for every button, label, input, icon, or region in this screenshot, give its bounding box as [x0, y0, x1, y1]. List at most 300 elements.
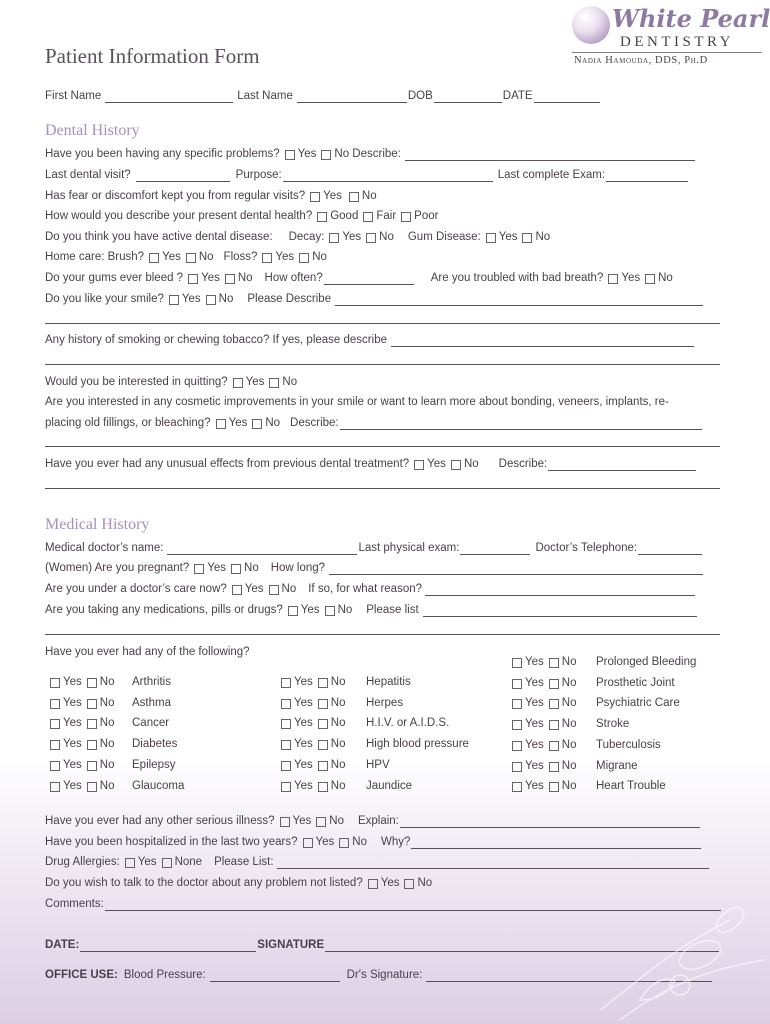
medications-list-field[interactable]	[423, 605, 697, 617]
health-good-checkbox[interactable]	[317, 212, 327, 222]
footer-date-field[interactable]	[80, 940, 256, 952]
yes-label: Yes	[137, 856, 157, 868]
condition-label: H.I.V. or A.I.D.S.	[366, 717, 450, 730]
condition-label: Jaundice	[366, 779, 413, 792]
office-use-label: OFFICE USE:	[45, 969, 118, 981]
condition-no-checkbox[interactable]	[549, 720, 559, 730]
condition-row-col1-0	[50, 675, 171, 689]
no-label: No	[561, 738, 577, 751]
medical-q3-row	[45, 582, 696, 596]
talk-no-checkbox[interactable]	[404, 879, 414, 889]
condition-row-col3-5	[512, 759, 638, 773]
condition-no-checkbox[interactable]	[87, 761, 97, 771]
yes-label: Yes	[294, 738, 313, 751]
no-label: No	[330, 696, 346, 709]
how-often-field[interactable]	[324, 273, 414, 285]
cosmetic-question: Are you interested in any cosmetic improvements in your smile or want to learn more about bonding, veneers, implants, re-	[45, 396, 669, 408]
yes-label: Yes	[300, 604, 320, 616]
dental-q10-row	[45, 375, 297, 389]
condition-label: Diabetes	[132, 738, 178, 751]
yes-label: Yes	[294, 696, 313, 709]
no-label: No	[561, 676, 577, 689]
dental-health-question: How would you describe your present dental health?	[45, 210, 313, 222]
floss-yes-checkbox[interactable]	[262, 253, 272, 263]
dental-q11-row	[45, 395, 669, 409]
condition-yes-checkbox[interactable]	[50, 719, 60, 729]
doctor-name-label: Medical doctor’s name:	[45, 542, 164, 554]
conditions-question: Have you ever had any of the following?	[45, 646, 250, 658]
dob-label: DOB	[407, 90, 433, 102]
how-often-label: How often?	[264, 272, 323, 284]
reason-label: If so, for what reason?	[308, 583, 423, 595]
how-long-field[interactable]	[329, 563, 703, 575]
no-label: No	[312, 251, 327, 263]
yes-label: Yes	[63, 738, 82, 751]
yes-label: Yes	[245, 376, 265, 388]
allergies-yes-checkbox[interactable]	[125, 858, 135, 868]
condition-label: Hepatitis	[366, 676, 411, 688]
condition-row-col2-1	[281, 696, 404, 710]
blood-pressure-field[interactable]	[210, 970, 340, 982]
no-label: No	[330, 676, 346, 688]
header-fields-row	[45, 89, 601, 103]
no-label: No	[561, 697, 577, 710]
condition-no-checkbox[interactable]	[549, 782, 559, 792]
hospital-yes-checkbox[interactable]	[303, 838, 313, 848]
effects-no-checkbox[interactable]	[451, 460, 461, 470]
condition-label: Tuberculosis	[596, 738, 661, 751]
no-label: No	[361, 190, 377, 202]
serious-illness-question: Have you ever had any other serious illness?	[45, 815, 275, 827]
logo-subtitle: DENTISTRY	[620, 34, 734, 50]
yes-label: Yes	[525, 759, 544, 772]
no-label: No	[561, 780, 577, 793]
condition-label: Herpes	[366, 696, 404, 709]
pregnant-question: (Women) Are you pregnant?	[45, 562, 190, 574]
condition-row-col3-2	[512, 696, 680, 710]
dental-q1-row	[45, 147, 696, 161]
condition-yes-checkbox[interactable]	[281, 782, 291, 792]
no-label: No	[99, 676, 115, 688]
condition-yes-checkbox[interactable]	[512, 658, 522, 668]
condition-row-col3-4	[512, 738, 661, 752]
brush-no-checkbox[interactable]	[186, 253, 196, 263]
reason-field[interactable]	[425, 584, 695, 596]
medications-question: Are you taking any medications, pills or drugs?	[45, 604, 283, 616]
yes-label: Yes	[244, 583, 264, 595]
meds-no-checkbox[interactable]	[325, 606, 335, 616]
yes-label: Yes	[294, 758, 313, 771]
breath-no-checkbox[interactable]	[645, 274, 655, 284]
yes-label: Yes	[181, 293, 201, 305]
first-name-field[interactable]	[105, 91, 233, 103]
cosmetic-question-cont: placing old fillings, or bleaching?	[45, 417, 211, 429]
condition-yes-checkbox[interactable]	[512, 720, 522, 730]
no-label: No	[244, 562, 259, 574]
yes-label: Yes	[342, 231, 362, 243]
condition-label: Prolonged Bleeding	[596, 656, 697, 668]
purpose-field[interactable]	[283, 170, 493, 182]
condition-row-col3-6	[512, 779, 666, 793]
dental-q6-row	[45, 250, 327, 264]
effects-describe-field[interactable]	[548, 459, 696, 471]
condition-yes-checkbox[interactable]	[50, 740, 60, 750]
yes-label: Yes	[63, 696, 82, 709]
condition-row-col2-3	[281, 737, 469, 751]
specific-problems-describe-field[interactable]	[405, 149, 695, 161]
fear-yes-checkbox[interactable]	[310, 192, 320, 202]
practice-logo	[572, 4, 770, 68]
cosmetic-no-checkbox[interactable]	[252, 419, 262, 429]
date-label: DATE	[502, 90, 533, 102]
condition-label: Arthritis	[132, 676, 171, 688]
condition-no-checkbox[interactable]	[87, 699, 97, 709]
condition-label: Epilepsy	[132, 758, 176, 771]
condition-label: Prosthetic Joint	[596, 676, 675, 689]
smile-no-checkbox[interactable]	[206, 295, 216, 305]
why-field[interactable]	[411, 837, 701, 849]
yes-label: Yes	[380, 877, 400, 889]
effects-yes-checkbox[interactable]	[414, 460, 424, 470]
condition-no-checkbox[interactable]	[318, 699, 328, 709]
tobacco-question: Any history of smoking or chewing tobacco? If yes, please describe	[45, 334, 387, 346]
yes-label: Yes	[275, 251, 295, 263]
condition-row-col2-0	[281, 675, 411, 689]
explain-label: Explain:	[357, 815, 399, 827]
serious-illness-row	[45, 814, 701, 828]
medical-history-heading: Medical History	[45, 516, 150, 533]
yes-label: Yes	[525, 718, 544, 731]
condition-no-checkbox[interactable]	[318, 740, 328, 750]
yes-label: Yes	[63, 717, 82, 730]
smile-describe-line[interactable]	[45, 323, 720, 324]
condition-no-checkbox[interactable]	[318, 678, 328, 688]
brush-question: Home care: Brush?	[45, 251, 145, 263]
no-label: No	[330, 779, 346, 792]
talk-doctor-row	[45, 876, 432, 890]
allergies-none-checkbox[interactable]	[162, 858, 172, 868]
condition-row-col1-5	[50, 779, 185, 793]
no-label: No	[417, 877, 433, 889]
signature-label: SIGNATURE	[257, 939, 325, 951]
condition-label: Psychiatric Care	[596, 697, 680, 710]
dental-q4-row	[45, 209, 438, 223]
no-label: No	[379, 231, 394, 243]
no-label: No	[561, 718, 577, 731]
yes-label: Yes	[162, 251, 181, 263]
yes-label: Yes	[427, 458, 446, 470]
care-yes-checkbox[interactable]	[232, 585, 242, 595]
condition-no-checkbox[interactable]	[549, 762, 559, 772]
condition-no-checkbox[interactable]	[87, 740, 97, 750]
doctor-name-field[interactable]	[167, 543, 357, 555]
condition-no-checkbox[interactable]	[549, 658, 559, 668]
no-label: No	[99, 717, 115, 730]
no-label: No	[330, 738, 346, 751]
last-name-label: Last Name	[237, 90, 293, 102]
quitting-question: Would you be interested in quitting?	[45, 376, 228, 388]
decay-label: Decay:	[288, 231, 325, 243]
condition-yes-checkbox[interactable]	[512, 699, 522, 709]
yes-label: Yes	[228, 417, 248, 429]
drs-signature-label: Dr's Signature:	[346, 969, 423, 981]
condition-no-checkbox[interactable]	[549, 741, 559, 751]
last-name-field[interactable]	[297, 91, 407, 103]
describe-label: Describe:	[290, 417, 339, 429]
bleed-yes-checkbox[interactable]	[188, 274, 198, 284]
condition-row-col2-4	[281, 758, 390, 772]
specific-problems-question: Have you been having any specific problems?	[45, 148, 280, 160]
date-field[interactable]	[534, 91, 600, 103]
dental-q5-row	[45, 230, 550, 244]
condition-no-checkbox[interactable]	[87, 719, 97, 729]
condition-label: Migrane	[596, 759, 638, 772]
dental-q7-row	[45, 271, 673, 285]
page-title: Patient Information Form	[45, 44, 260, 68]
medications-list-line[interactable]	[45, 634, 720, 635]
cosmetic-describe-field[interactable]	[340, 418, 702, 430]
yes-label: Yes	[294, 676, 313, 688]
fear-no-checkbox[interactable]	[349, 192, 359, 202]
gum-disease-label: Gum Disease:	[407, 231, 481, 243]
condition-label: Glaucoma	[132, 779, 185, 792]
meds-yes-checkbox[interactable]	[288, 606, 298, 616]
tobacco-describe-field[interactable]	[391, 335, 694, 347]
last-physical-exam-field[interactable]	[460, 543, 530, 555]
doctor-telephone-field[interactable]	[638, 543, 702, 555]
last-complete-exam-field[interactable]	[606, 170, 688, 182]
pearl-icon	[572, 6, 610, 44]
dental-q2-row	[45, 168, 689, 182]
yes-label: Yes	[201, 272, 220, 284]
condition-label: High blood pressure	[366, 738, 469, 751]
yes-label: Yes	[315, 836, 335, 848]
yes-label: Yes	[207, 562, 227, 574]
explain-field[interactable]	[400, 816, 700, 828]
yes-label: Yes	[525, 676, 544, 689]
last-dental-visit-label: Last dental visit?	[45, 169, 131, 181]
dob-field[interactable]	[434, 91, 502, 103]
dental-q12-row	[45, 457, 697, 471]
no-label: No	[99, 758, 115, 771]
yes-label: Yes	[292, 815, 312, 827]
cosmetic-describe-line[interactable]	[45, 446, 720, 447]
how-long-label: How long?	[270, 562, 326, 574]
why-label: Why?	[380, 836, 411, 848]
condition-yes-checkbox[interactable]	[281, 699, 291, 709]
condition-yes-checkbox[interactable]	[512, 762, 522, 772]
condition-no-checkbox[interactable]	[87, 678, 97, 688]
yes-label: Yes	[498, 231, 518, 243]
logo-divider	[572, 52, 762, 53]
condition-yes-checkbox[interactable]	[50, 782, 60, 792]
yes-label: Yes	[294, 779, 313, 792]
condition-row-col1-3	[50, 737, 178, 751]
condition-yes-checkbox[interactable]	[512, 679, 522, 689]
pregnant-no-checkbox[interactable]	[231, 564, 241, 574]
condition-yes-checkbox[interactable]	[281, 678, 291, 688]
floss-label: Floss?	[223, 251, 258, 263]
talk-yes-checkbox[interactable]	[368, 879, 378, 889]
serious-no-checkbox[interactable]	[316, 817, 326, 827]
yes-label: Yes	[63, 779, 82, 792]
condition-no-checkbox[interactable]	[549, 679, 559, 689]
yes-label: Yes	[323, 190, 342, 202]
condition-row-col3-0	[512, 655, 697, 669]
condition-no-checkbox[interactable]	[87, 782, 97, 792]
floral-flourish-icon	[580, 860, 770, 1024]
gum-no-checkbox[interactable]	[522, 233, 532, 243]
purpose-label: Purpose:	[235, 169, 282, 181]
yes-label: Yes	[525, 697, 544, 710]
condition-label: Asthma	[132, 696, 171, 709]
gums-bleed-question: Do your gums ever bleed ?	[45, 272, 184, 284]
like-smile-question: Do you like your smile?	[45, 293, 164, 305]
describe-label: Describe:	[498, 458, 548, 470]
effects-describe-line[interactable]	[45, 488, 720, 489]
condition-label: HPV	[366, 758, 390, 771]
condition-yes-checkbox[interactable]	[512, 782, 522, 792]
no-label: No	[99, 738, 115, 751]
tobacco-describe-line[interactable]	[45, 364, 720, 365]
condition-row-col3-3	[512, 717, 630, 731]
condition-no-checkbox[interactable]	[318, 761, 328, 771]
no-label: No	[99, 779, 115, 792]
no-label: No	[265, 417, 281, 429]
dental-q3-row	[45, 189, 377, 203]
no-label: No	[535, 231, 551, 243]
condition-row-col1-2	[50, 716, 170, 730]
yes-label: Yes	[63, 758, 82, 771]
hospital-no-checkbox[interactable]	[339, 838, 349, 848]
condition-no-checkbox[interactable]	[318, 719, 328, 729]
no-label: No	[218, 293, 234, 305]
condition-yes-checkbox[interactable]	[281, 761, 291, 771]
yes-label: Yes	[525, 738, 544, 751]
cosmetic-yes-checkbox[interactable]	[216, 419, 226, 429]
no-label: No	[352, 836, 367, 848]
no-label: No	[329, 815, 344, 827]
none-label: None	[174, 856, 203, 868]
poor-label: Poor	[414, 210, 439, 222]
gum-yes-checkbox[interactable]	[486, 233, 496, 243]
dental-q9-row	[45, 333, 695, 347]
no-label: No	[237, 272, 253, 284]
yes-label: Yes	[297, 148, 317, 160]
decay-no-checkbox[interactable]	[366, 233, 376, 243]
condition-no-checkbox[interactable]	[318, 782, 328, 792]
please-list-label: Please List:	[214, 856, 274, 868]
condition-row-col3-1	[512, 676, 675, 690]
no-describe-label: No Describe:	[334, 148, 401, 160]
last-physical-exam-label: Last physical exam:	[358, 542, 460, 554]
last-dental-visit-field[interactable]	[136, 170, 230, 182]
condition-yes-checkbox[interactable]	[50, 678, 60, 688]
no-label: No	[281, 583, 297, 595]
no-label: No	[658, 272, 673, 284]
condition-yes-checkbox[interactable]	[281, 719, 291, 729]
quit-yes-checkbox[interactable]	[233, 378, 243, 388]
no-label: No	[282, 376, 298, 388]
specific-problems-yes-checkbox[interactable]	[285, 150, 295, 160]
dental-q11b-row	[45, 416, 703, 430]
no-label: No	[463, 458, 479, 470]
specific-problems-no-checkbox[interactable]	[321, 150, 331, 160]
breath-yes-checkbox[interactable]	[608, 274, 618, 284]
doctor-name: Nadia Hamouda, DDS, Ph.D	[574, 55, 708, 66]
condition-yes-checkbox[interactable]	[50, 699, 60, 709]
conditions-question-row	[45, 645, 250, 659]
yes-label: Yes	[525, 656, 544, 668]
condition-yes-checkbox[interactable]	[50, 761, 60, 771]
condition-label: Cancer	[132, 717, 170, 730]
no-label: No	[330, 717, 346, 730]
active-disease-question: Do you think you have active dental disease:	[45, 231, 273, 243]
medical-q1-row	[45, 541, 703, 555]
condition-no-checkbox[interactable]	[549, 699, 559, 709]
health-fair-checkbox[interactable]	[363, 212, 373, 222]
floss-no-checkbox[interactable]	[299, 253, 309, 263]
drug-allergies-label: Drug Allergies:	[45, 856, 120, 868]
smile-describe-field[interactable]	[335, 294, 703, 306]
brush-yes-checkbox[interactable]	[149, 253, 159, 263]
last-complete-exam-label: Last complete Exam:	[497, 169, 606, 181]
yes-label: Yes	[63, 676, 82, 688]
quit-no-checkbox[interactable]	[269, 378, 279, 388]
talk-doctor-question: Do you wish to talk to the doctor about any problem not listed?	[45, 877, 363, 889]
bad-breath-question: Are you troubled with bad breath?	[430, 272, 604, 284]
footer-date-label: DATE:	[45, 939, 80, 951]
logo-script: White Pearl	[612, 4, 770, 33]
good-label: Good	[330, 210, 359, 222]
blood-pressure-label: Blood Pressure:	[123, 969, 206, 981]
hospitalized-question: Have you been hospitalized in the last two years?	[45, 836, 298, 848]
medical-q4-row	[45, 603, 698, 617]
dental-q8-row	[45, 292, 704, 306]
please-list-label: Please list	[366, 604, 419, 616]
health-poor-checkbox[interactable]	[401, 212, 411, 222]
condition-yes-checkbox[interactable]	[512, 741, 522, 751]
no-label: No	[198, 251, 214, 263]
condition-row-col1-1	[50, 696, 171, 710]
condition-row-col2-5	[281, 779, 413, 793]
yes-label: Yes	[525, 780, 544, 793]
hospitalized-row	[45, 835, 702, 849]
condition-label: Stroke	[596, 718, 630, 731]
medical-q2-row	[45, 561, 704, 575]
bleed-no-checkbox[interactable]	[225, 274, 235, 284]
no-label: No	[561, 656, 577, 668]
yes-label: Yes	[294, 717, 313, 730]
yes-label: Yes	[621, 272, 641, 284]
unusual-effects-question: Have you ever had any unusual effects from previous dental treatment?	[45, 458, 410, 470]
care-no-checkbox[interactable]	[269, 585, 279, 595]
decay-yes-checkbox[interactable]	[329, 233, 339, 243]
no-label: No	[99, 696, 115, 709]
doctor-care-question: Are you under a doctor’s care now?	[45, 583, 227, 595]
please-describe-label: Please Describe	[247, 293, 332, 305]
first-name-label: First Name	[45, 90, 102, 102]
no-label: No	[330, 758, 346, 771]
serious-yes-checkbox[interactable]	[280, 817, 290, 827]
dental-history-heading: Dental History	[45, 122, 140, 139]
condition-yes-checkbox[interactable]	[281, 740, 291, 750]
condition-row-col2-2	[281, 716, 450, 730]
pregnant-yes-checkbox[interactable]	[194, 564, 204, 574]
comments-label: Comments:	[45, 898, 104, 910]
smile-yes-checkbox[interactable]	[169, 295, 179, 305]
condition-row-col1-4	[50, 758, 176, 772]
